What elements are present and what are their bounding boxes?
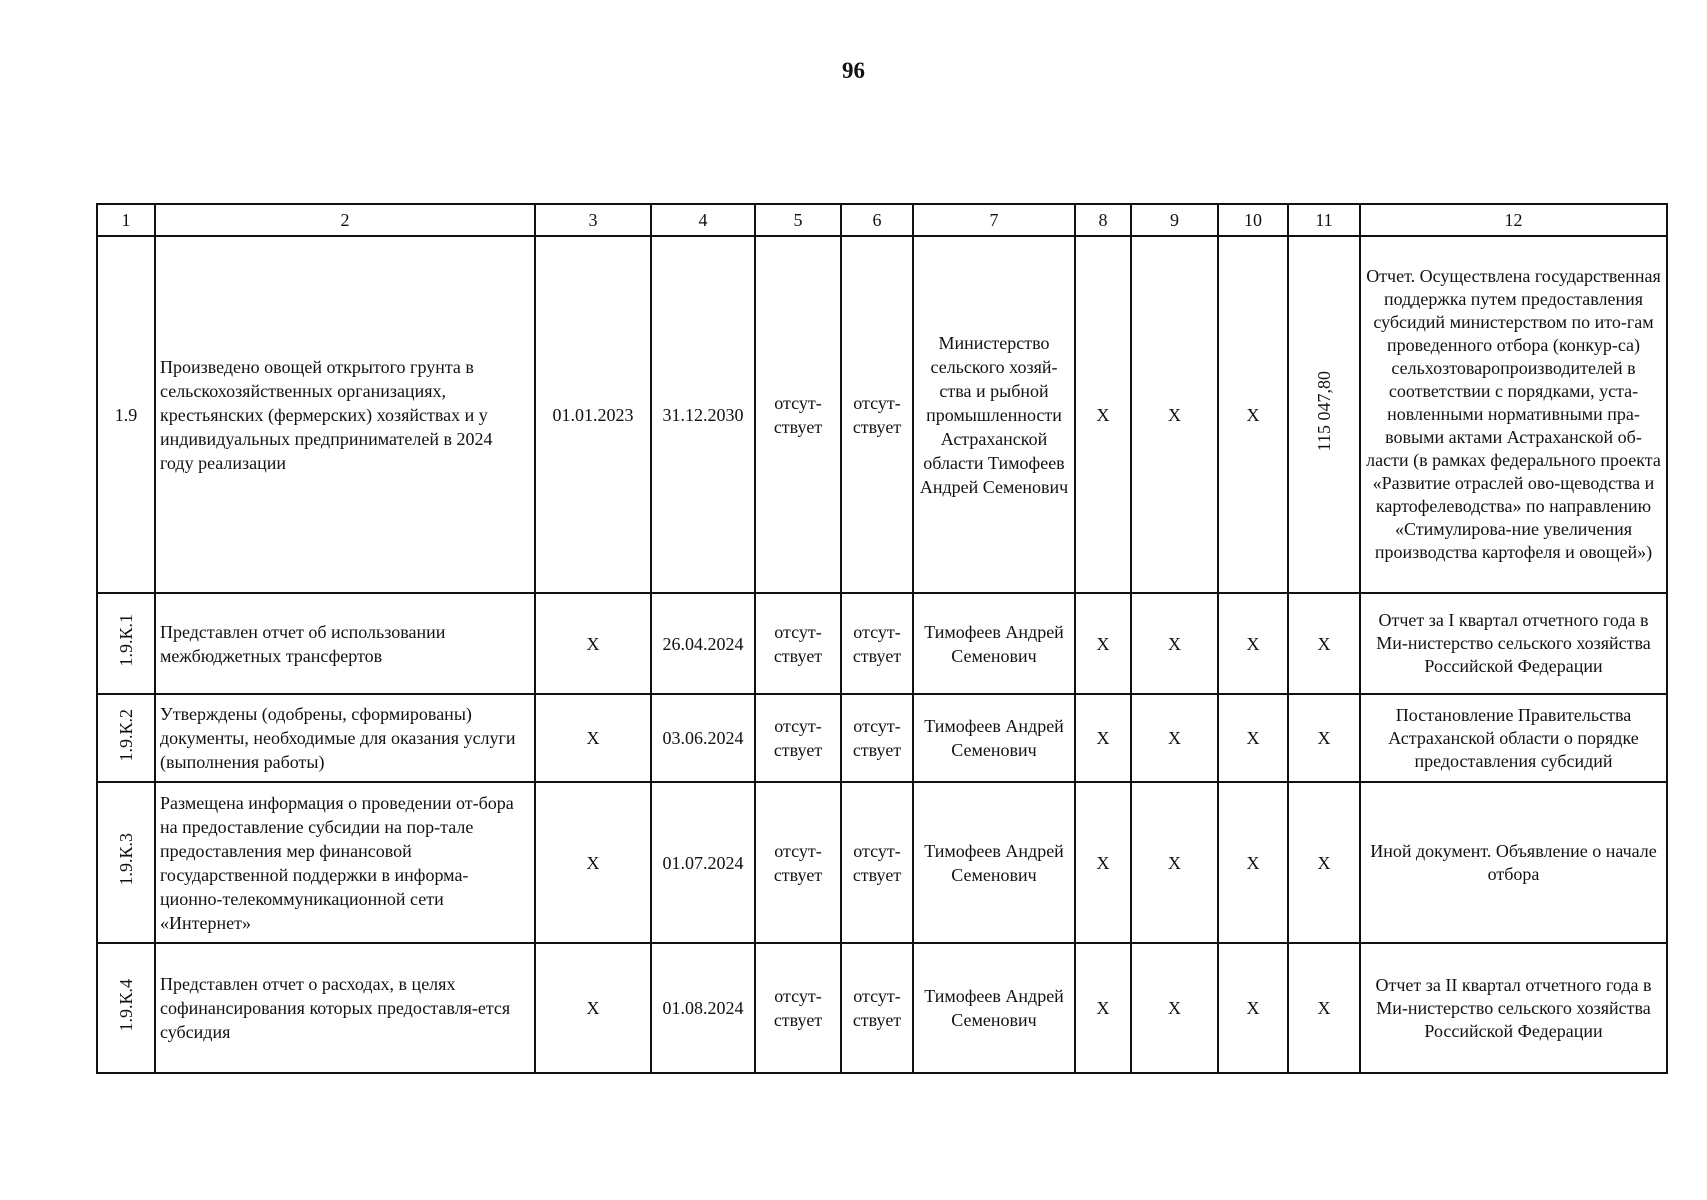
row-description: Размещена информация о проведении от-бора на предоставление субсидии на пор-тале предоставления мер финансовой государственной поддержки в информа-ционно-телекоммуникационной сети «Интернет» — [155, 782, 535, 943]
column-header: 12 — [1360, 204, 1667, 236]
row-id: 1.9.К.2 — [116, 708, 136, 762]
column-header: 11 — [1288, 204, 1360, 236]
row-description: Утверждены (одобрены, сформированы) документы, необходимые для оказания услуги (выполнения работы) — [155, 694, 535, 782]
column-header: 10 — [1218, 204, 1288, 236]
row-col11: X — [1288, 943, 1360, 1073]
column-header: 4 — [651, 204, 755, 236]
row-end-date: 03.06.2024 — [651, 694, 755, 782]
row-col11: X — [1288, 694, 1360, 782]
column-header: 7 — [913, 204, 1075, 236]
table-row — [97, 236, 1667, 593]
row-id: 1.9.К.1 — [116, 614, 136, 667]
row-end-date: 31.12.2030 — [651, 236, 755, 593]
row-id: 1.9.К.4 — [116, 978, 136, 1032]
row-end-date: 01.07.2024 — [651, 782, 755, 943]
row-start-date: X — [535, 694, 651, 782]
row-responsible: Тимофеев Андрей Семенович — [913, 593, 1075, 694]
header-row — [97, 204, 1667, 236]
row-col9: X — [1131, 593, 1218, 694]
row-start-date: X — [535, 782, 651, 943]
row-col8: X — [1075, 782, 1131, 943]
column-header: 6 — [841, 204, 913, 236]
row-col10: X — [1218, 782, 1288, 943]
column-header: 1 — [97, 204, 155, 236]
row-id-cell — [97, 943, 155, 1073]
row-id-cell — [97, 694, 155, 782]
row-col8: X — [1075, 694, 1131, 782]
row-col11: 115 047,80 — [1314, 371, 1334, 452]
row-col9: X — [1131, 694, 1218, 782]
column-header: 8 — [1075, 204, 1131, 236]
row-col9: X — [1131, 236, 1218, 593]
row-responsible: Министерство сельского хозяй-ства и рыбной промышленности Астраханской области Тимофеев Андрей Семенович — [913, 236, 1075, 593]
column-header: 9 — [1131, 204, 1218, 236]
row-id: 1.9 — [97, 236, 155, 593]
column-header: 3 — [535, 204, 651, 236]
row-responsible: Тимофеев Андрей Семенович — [913, 782, 1075, 943]
column-header: 2 — [155, 204, 535, 236]
row-description: Представлен отчет об использовании межбюджетных трансфертов — [155, 593, 535, 694]
row-col8: X — [1075, 236, 1131, 593]
row-col5: отсут-ствует — [755, 694, 841, 782]
row-col6: отсут-ствует — [841, 782, 913, 943]
row-col10: X — [1218, 593, 1288, 694]
row-col5: отсут-ствует — [755, 236, 841, 593]
row-col10: X — [1218, 694, 1288, 782]
table-row — [97, 943, 1667, 1073]
row-end-date: 26.04.2024 — [651, 593, 755, 694]
row-result: Иной документ. Объявление о начале отбора — [1360, 782, 1667, 943]
table-row — [97, 782, 1667, 943]
row-id: 1.9.К.3 — [116, 833, 136, 886]
row-result: Отчет. Осуществлена государственная поддержка путем предоставления субсидий министерством по ито-гам проведенного отбора (конкур-са) сельхозтоваропроизводителей в соответствии с порядками, уста-новленными нормативными пра-вовыми актами Астраханской об-ласти (в рамках федерального проекта «Развитие отраслей ово-щеводства и картофелеводства» по направлению «Стимулирова-ние увеличения производства картофеля и овощей») — [1360, 236, 1667, 593]
row-start-date: 01.01.2023 — [535, 236, 651, 593]
row-result: Отчет за I квартал отчетного года в Ми-нистерство сельского хозяйства Российской Федерации — [1360, 593, 1667, 694]
row-end-date: 01.08.2024 — [651, 943, 755, 1073]
row-description: Произведено овощей открытого грунта в сельскохозяйственных организациях, крестьянских (фермерских) хозяйствах и у индивидуальных предпринимателей в 2024 году реализации — [155, 236, 535, 593]
row-description: Представлен отчет о расходах, в целях софинансирования которых предоставля-ется субсидия — [155, 943, 535, 1073]
row-col8: X — [1075, 593, 1131, 694]
results-table — [96, 203, 1668, 1074]
table-row — [97, 694, 1667, 782]
row-col6: отсут-ствует — [841, 943, 913, 1073]
row-col11: X — [1288, 593, 1360, 694]
row-col9: X — [1131, 943, 1218, 1073]
row-col10: X — [1218, 943, 1288, 1073]
row-id-cell — [97, 593, 155, 694]
row-col5: отсут-ствует — [755, 782, 841, 943]
row-responsible: Тимофеев Андрей Семенович — [913, 694, 1075, 782]
row-start-date: X — [535, 943, 651, 1073]
row-col11-cell — [1288, 236, 1360, 593]
row-responsible: Тимофеев Андрей Семенович — [913, 943, 1075, 1073]
row-col6: отсут-ствует — [841, 593, 913, 694]
column-header: 5 — [755, 204, 841, 236]
row-col5: отсут-ствует — [755, 943, 841, 1073]
row-id-cell — [97, 782, 155, 943]
row-col9: X — [1131, 782, 1218, 943]
page-number: 96 — [842, 58, 865, 83]
row-col6: отсут-ствует — [841, 236, 913, 593]
row-col8: X — [1075, 943, 1131, 1073]
row-start-date: X — [535, 593, 651, 694]
row-result: Отчет за II квартал отчетного года в Ми-нистерство сельского хозяйства Российской Федерации — [1360, 943, 1667, 1073]
row-col5: отсут-ствует — [755, 593, 841, 694]
row-col6: отсут-ствует — [841, 694, 913, 782]
row-col10: X — [1218, 236, 1288, 593]
table-row — [97, 593, 1667, 694]
row-col11: X — [1288, 782, 1360, 943]
row-result: Постановление Правительства Астраханской области о порядке предоставления субсидий — [1360, 694, 1667, 782]
